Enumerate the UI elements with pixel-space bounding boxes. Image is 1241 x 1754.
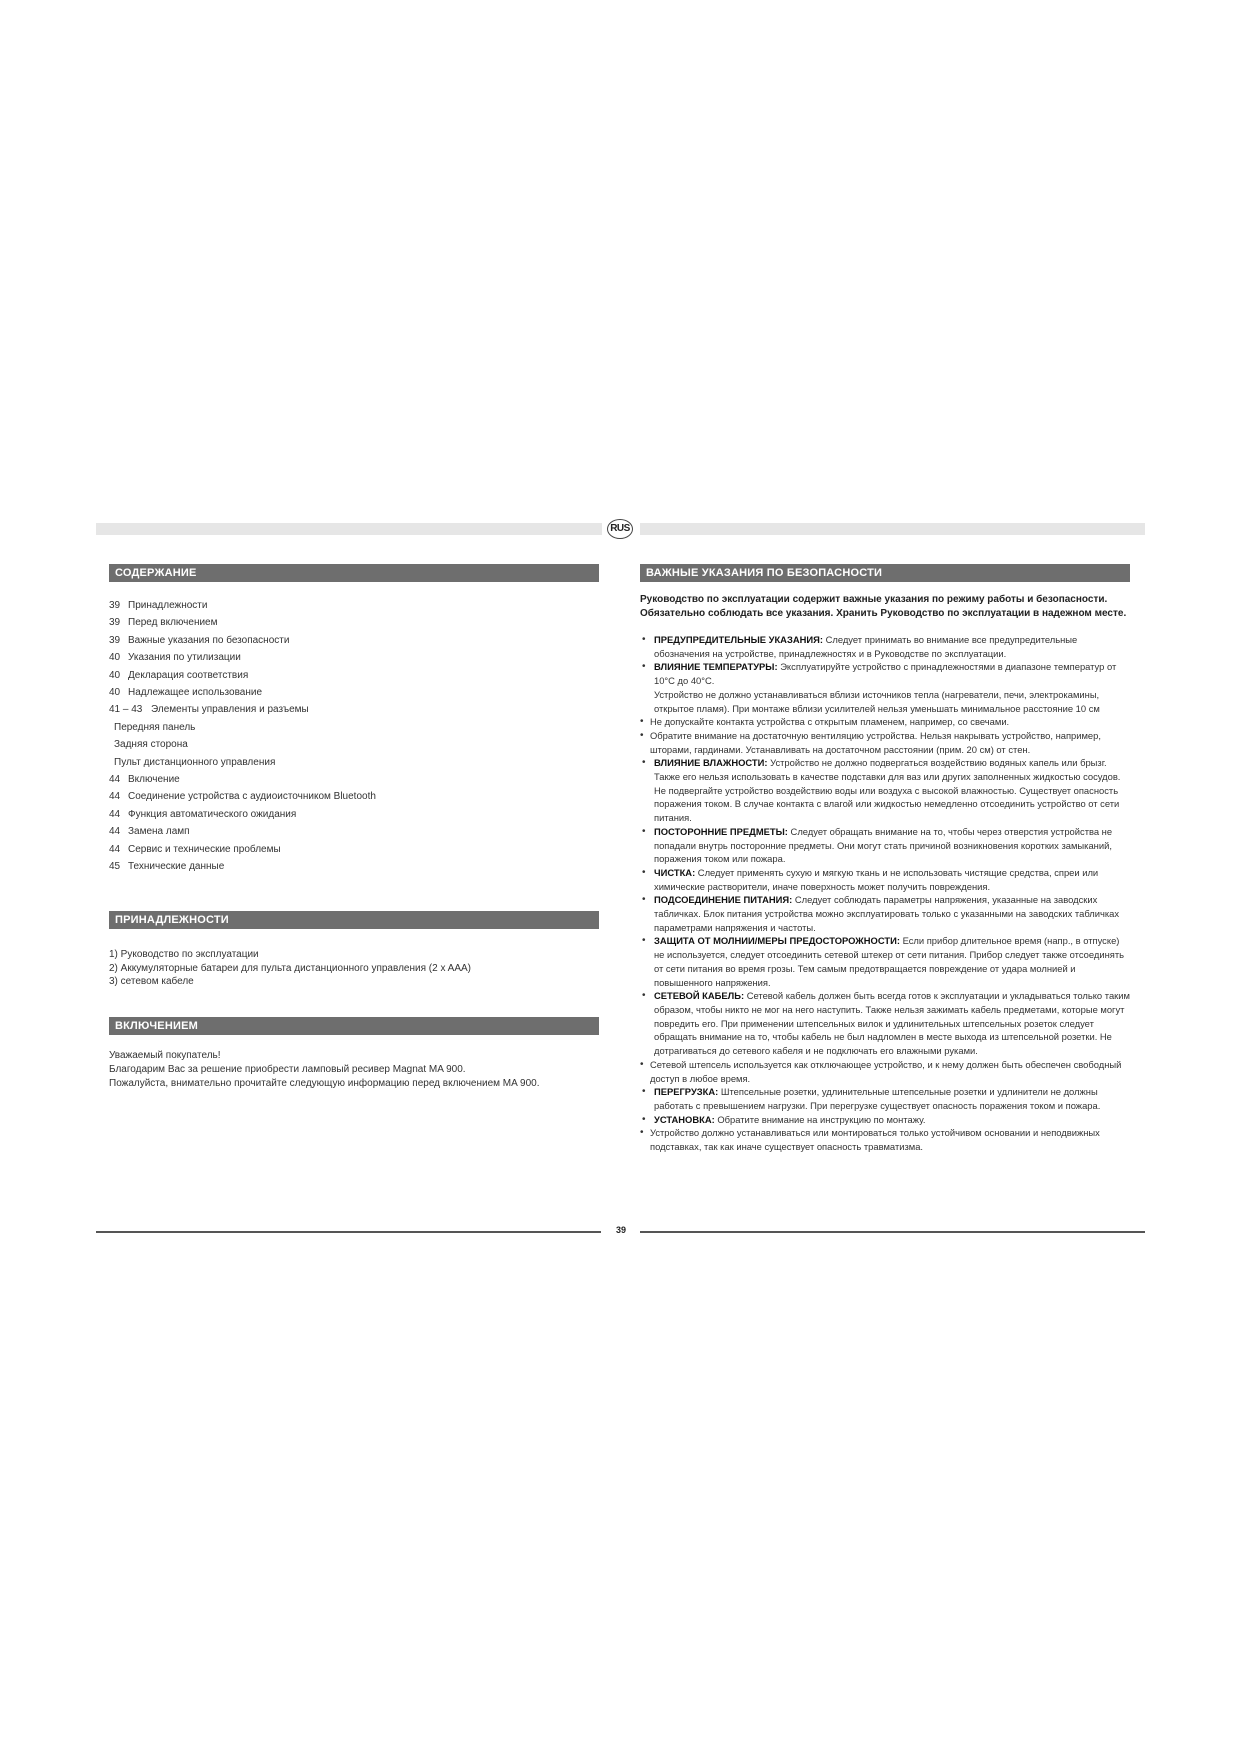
- toc-page-number: 44: [109, 843, 121, 855]
- toc-item-label: Перед включением: [128, 617, 218, 629]
- toc-item: [109, 632, 589, 649]
- toc-page-number: 44: [109, 826, 121, 838]
- safety-item-title: УСТАНОВКА:: [654, 1113, 715, 1125]
- toc-page-number: 39: [109, 634, 121, 646]
- safety-item: [640, 934, 1130, 989]
- safety-item-text: Следует соблюдать параметры напряжения, указанные на заводских табличках. Блок питания устройства можно эксплуатировать только с указанными на заводских табличках параметрами напряжения и частоты.: [654, 894, 1120, 933]
- page-number: 39: [615, 1225, 626, 1235]
- toc-item-label: Включение: [128, 774, 180, 786]
- toc-item-label: Сервис и технические проблемы: [128, 843, 281, 855]
- toc-heading: СОДЕРЖАНИЕ: [109, 564, 599, 582]
- safety-intro: Руководство по эксплуатации содержит важные указания по режиму работы и безопасности. Обязательно соблюдать все указания. Хранить Руководство по эксплуатации в надежном месте.: [640, 594, 1127, 619]
- toc-item-label: Надлежащее использование: [128, 687, 263, 699]
- safety-item: [640, 1085, 1130, 1112]
- greeting-line: Уважаемый покупатель!: [109, 1050, 221, 1061]
- toc-page-number: 44: [109, 808, 121, 820]
- toc-item-label: Замена ламп: [128, 826, 190, 838]
- accessories-heading: ПРИНАДЛЕЖНОСТИ: [109, 911, 599, 929]
- toc-page-number: 40: [109, 652, 121, 664]
- footer-rule-right: [640, 1231, 1145, 1233]
- safety-item: [640, 1113, 1130, 1127]
- toc-item: [109, 684, 589, 701]
- toc-item: [109, 701, 589, 718]
- safety-item: [640, 866, 1130, 893]
- safety-item-text: Обратите внимание на инструкцию по монтажу.: [714, 1113, 926, 1125]
- toc-item: [109, 597, 589, 614]
- toc-item-label: Декларация соответствия: [128, 669, 249, 681]
- safety-item-text: Сетевой кабель должен быть всегда готов к эксплуатации и укладываться только таким образом, чтобы никто не мог на него наступить. Также нельзя зажимать кабель предметами, которые могут повредить его. При применении штепсельных вилок и удлинительных штепсельных розеток следует обращать внимание на то, чтобы кабель не был надломлен в месте выхода из штепсельной розетки. Не дотрагиваться до сетевого кабеля и не подключать его влажными руками.: [654, 990, 1130, 1057]
- toc-page-number: 40: [109, 669, 121, 681]
- switch-on-text: [109, 1049, 599, 1091]
- header-bar-right: [640, 523, 1145, 535]
- safety-item: [640, 715, 1130, 729]
- toc-item: [109, 788, 589, 805]
- safety-item-text: Следует обращать внимание на то, чтобы через отверстия устройства не попадали внутрь посторонние предметы. Они могут стать причиной возникновения коротких замыканий, поражения током или пожара.: [654, 825, 1113, 865]
- header-bar-left: [96, 523, 602, 535]
- safety-item: [640, 729, 1130, 756]
- toc-page-number: 40: [109, 687, 121, 699]
- safety-item-title: ПОДСОЕДИНЕНИЕ ПИТАНИЯ:: [654, 894, 793, 906]
- safety-item-text: Следует применять сухую и мягкую ткань и не использовать чистящие средства, спреи или химические растворители, иначе поверхность может получить повреждения.: [654, 866, 1099, 892]
- toc-item: [109, 719, 589, 736]
- safety-item-text: Штепсельные розетки, удлинительные штепсельные розетки и удлинители не должны работать с превышением нагрузки. При перегрузке существует опасность поражения током и пожара.: [654, 1086, 1101, 1111]
- toc-item: [109, 841, 589, 858]
- toc-item-label: Передняя панель: [114, 721, 196, 733]
- safety-item-text: Обратите внимание на достаточную вентиляцию устройства. Нельзя накрывать устройство, например, шторами, гардинами. Устанавливать на достаточном расстоянии (прим. 20 см) от стен.: [650, 729, 1101, 755]
- safety-item-title: ВЛИЯНИЕ ВЛАЖНОСТИ:: [654, 757, 768, 769]
- safety-item-text: Устройство не должно подвергаться воздействию водяных капель или брызг. Также его нельзя использовать в качестве подставки для ваз или других заполненных жидкостью сосудов. Не подвергайте устройство воздействию воды или воздуха с высокой влажностью. Существует опасность поражения током. В случае контакта с влагой или жидкостью немедленно отсоединить устройство от сети питания.: [654, 757, 1121, 824]
- safety-list: [640, 633, 1130, 1154]
- safety-item: [640, 633, 1130, 660]
- accessories-list: [109, 948, 471, 989]
- thanks-line: Благодарим Вас за решение приобрести ламповый ресивер Magnat MA 900.: [109, 1064, 466, 1075]
- safety-item-title: ПЕРЕГРУЗКА:: [654, 1086, 719, 1098]
- toc-item-label: Элементы управления и разъемы: [151, 704, 309, 716]
- toc-item-label: Важные указания по безопасности: [128, 634, 290, 646]
- toc-item: [109, 736, 589, 753]
- safety-item: [640, 756, 1130, 825]
- toc-page-number: 39: [109, 617, 121, 629]
- toc-page-number: 44: [109, 791, 121, 803]
- safety-item: [640, 893, 1130, 934]
- switch-on-heading: ВКЛЮЧЕНИЕМ: [109, 1017, 599, 1035]
- safety-item-text: Устройство должно устанавливаться или монтироваться только устойчивом основании и неподвижных подставках, так как иначе существует опасность травматизма.: [650, 1127, 1100, 1153]
- safety-item-text: Не допускайте контакта устройства с открытым пламенем, например, со свечами.: [650, 716, 1010, 728]
- list-item: 3) сетевом кабеле: [109, 976, 194, 988]
- safety-item-title: СЕТЕВОЙ КАБЕЛЬ:: [654, 990, 745, 1002]
- safety-item-title: ПРЕДУПРЕДИТЕЛЬНЫЕ УКАЗАНИЯ:: [654, 634, 823, 645]
- list-item: 2) Аккумуляторные батареи для пульта дистанционного управления (2 x AAA): [109, 962, 472, 974]
- instruction-line: Пожалуйста, внимательно прочитайте следующую информацию перед включением MA 900.: [109, 1078, 540, 1089]
- toc-item: [109, 614, 589, 631]
- toc-item-label: Соединение устройства с аудиоисточником Bluetooth: [128, 791, 376, 803]
- toc-item: [109, 823, 589, 840]
- safety-item: [640, 1058, 1130, 1085]
- safety-item-title: ПОСТОРОННИЕ ПРЕДМЕТЫ:: [654, 825, 788, 837]
- toc-item: [109, 806, 589, 823]
- toc-item-label: Пульт дистанционного управления: [114, 756, 276, 768]
- safety-item-text: Если прибор длительное время (напр., в отпуске) не используется, следует отсоединить сетевой штекер от сети питания. Прибор следует также отсоединять от сети питания во время грозы. Тем самым предотвращается повреждение от удара молнией и повышенного напряжения.: [654, 935, 1125, 988]
- toc-item-label: Задняя сторона: [114, 739, 188, 751]
- toc-item: [109, 771, 589, 788]
- toc-page-number: 41 – 43: [109, 704, 143, 716]
- toc-item-label: Указания по утилизации: [128, 652, 241, 664]
- safety-item-text: Сетевой штепсель используется как отключающее устройство, и к нему должен быть обеспечен свободный доступ в любое время.: [650, 1058, 1122, 1084]
- list-item: 1) Руководство по эксплуатации: [109, 949, 259, 960]
- toc-item: [109, 858, 589, 875]
- toc-item-label: Технические данные: [128, 861, 225, 873]
- safety-item-title: ЧИСТКА:: [654, 866, 696, 878]
- safety-heading: ВАЖНЫЕ УКАЗАНИЯ ПО БЕЗОПАСНОСТИ: [640, 564, 1130, 582]
- safety-item-title: ВЛИЯНИЕ ТЕМПЕРАТУРЫ:: [654, 661, 778, 673]
- toc-item-label: Функция автоматического ожидания: [128, 808, 297, 820]
- footer-rule-left: [96, 1231, 601, 1233]
- safety-item: [640, 989, 1130, 1058]
- safety-item-title: ЗАЩИТА ОТ МОЛНИИ/МЕРЫ ПРЕДОСТОРОЖНОСТИ:: [654, 935, 900, 947]
- table-of-contents: [109, 597, 589, 876]
- safety-item: [640, 825, 1130, 866]
- toc-item: [109, 754, 589, 771]
- toc-page-number: 39: [109, 600, 121, 611]
- toc-item: [109, 649, 589, 666]
- language-badge: RUS: [607, 519, 633, 539]
- safety-item-text: Эксплуатируйте устройство с принадлежностями в диапазоне температур от 10°C до 40°C.: [654, 661, 1117, 687]
- safety-item-text: Следует принимать во внимание все предупредительные обозначения на устройстве, принадлежностях и в Руководстве по эксплуатации.: [654, 634, 1078, 659]
- toc-item: [109, 667, 589, 684]
- toc-item-label: Принадлежности: [128, 600, 208, 611]
- safety-item-extra: Устройство не должно устанавливаться вблизи источников тепла (нагреватели, печи, электрокамины, открытое пламя). При монтаже вблизи усилителей нельзя уменьшать минимальное расстояние 10 см: [654, 688, 1100, 714]
- safety-item: [640, 660, 1130, 715]
- toc-page-number: 44: [109, 774, 121, 786]
- toc-page-number: 45: [109, 861, 121, 873]
- safety-item: [640, 1126, 1130, 1153]
